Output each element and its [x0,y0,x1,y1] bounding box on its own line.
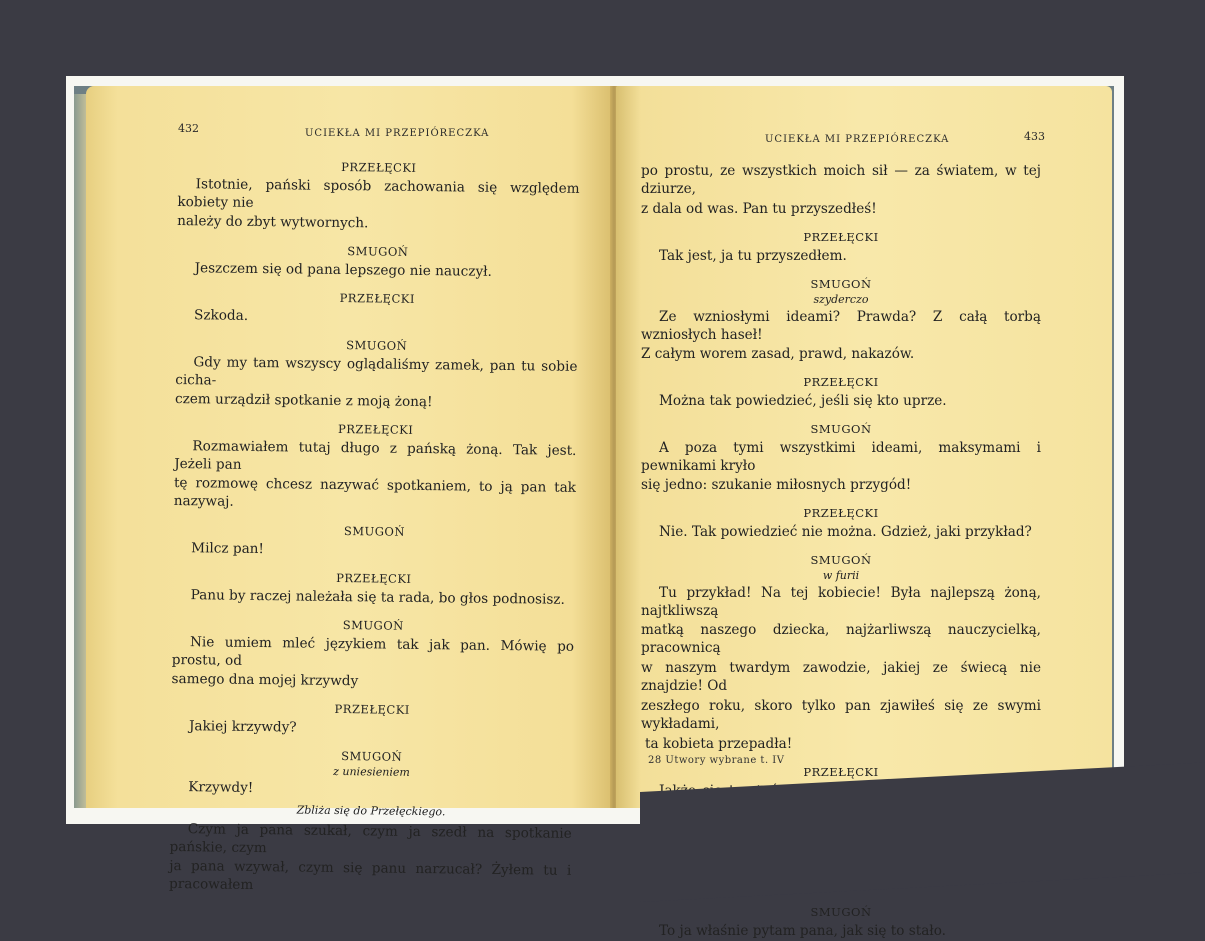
speaker-name: SMUGOŃ [810,553,872,567]
speaker-name: PRZEŁĘCKI [334,701,410,717]
dialogue-line: Jeszczem się od pana lepszego nie nauczył. [194,260,493,280]
dialogue-line: Można tak powiedzieć, jeśli się kto uprze. [659,393,947,409]
speaker-name: PRZEŁĘCKI [341,159,417,175]
dialogue-line: w naszym twardym zawodzie, jakiej ze świecą nie znajdzie! Od [641,660,1041,694]
dialogue-line: Czym ja pana szukał, czym ja szedł na spotkanie pańskie, czym [169,821,572,857]
stage-direction: szyderczo [813,293,869,306]
dialogue-line: Gdy my tam wszyscy oglądaliśmy zamek, pan tu sobie cicha- [175,354,578,389]
speaker-name: PRZEŁĘCKI [336,570,412,586]
speaker-name: SMUGOŃ [810,277,872,291]
dialogue-line: po prostu, ze wszystkich moich sił — za światem, w tej dziurze, [641,163,1041,197]
stage-direction: w furii [822,569,860,582]
right-running-head: UCIEKŁA MI PRZEPIÓRECZKA [765,134,950,145]
stage-direction: Zbliża się do Przełęckiego. [296,803,446,819]
page-footer-note: 28 Utwory wybrane t. IV [648,755,785,766]
speaker-name: SMUGOŃ [346,338,408,353]
speaker-name: PRZEŁĘCKI [803,375,879,389]
speaker-name: SMUGOŃ [341,749,403,764]
speaker-name: PRZEŁĘCKI [803,506,879,520]
left-page-number: 432 [178,122,199,135]
dialogue-line: należy do zbyt wytwornych. [177,212,369,232]
dialogue-line: Nie. Tak powiedzieć nie można. Gdzież, jaki przykład? [659,524,1032,540]
dialogue-line: Tak jest, ja tu przyszedłem. [659,248,847,264]
speaker-name: SMUGOŃ [342,618,404,633]
dialogue-line: Tu przykład! Na tej kobiecie! Była najlepszą żoną, najtkliwszą [641,585,1041,619]
stage-direction: z uniesieniem [333,764,410,779]
dialogue-line: ta kobieta przepadła! [645,736,793,752]
left-running-head: UCIEKŁA MI PRZEPIÓRECZKA [305,128,490,139]
dialogue-line: zeszłego roku, skoro tylko pan zjawiłeś się ze swymi wykładami, [641,698,1041,732]
dialogue-line: z dala od was. Pan tu przyszedłeś! [641,201,877,217]
speaker-name: SMUGOŃ [343,524,406,539]
dialogue-line: czem urządził spotkanie z moją żoną! [174,390,433,411]
speaker-name: PRZEŁĘCKI [803,230,879,244]
dialogue-line: Rozmawiałem tutaj długo z pańską żoną. Tak jest. Jeżeli pan [174,438,577,473]
dialogue-line: Krzywdy! [188,779,254,796]
dialogue-line: Ze wzniosłymi ideami? Prawda? Z całą torbą wzniosłych haseł! [641,309,1041,343]
dialogue-line: się jedno: szukanie miłosnych przygód! [641,477,912,493]
speaker-name: SMUGOŃ [810,422,872,436]
right-page-number: 433 [1024,130,1045,143]
speaker-name: PRZEŁĘCKI [339,290,416,306]
speaker-name: PRZEŁĘCKI [803,765,879,779]
dialogue-line: Milcz pan! [191,540,265,558]
dialogue-line: tę rozmowę chcesz nazywać spotkaniem, to ją pan tak nazywaj. [173,474,577,510]
dialogue-line: matką naszego dziecka, najżarliwszą nauczycielką, pracownicą [641,622,1041,656]
dialogue-line: Szkoda. [193,307,249,324]
dialogue-line: Jakiej krzywdy? [188,718,297,736]
speaker-name: PRZEŁĘCKI [337,421,414,437]
dialogue-line: Z całym worem zasad, prawd, nakazów. [641,346,915,362]
speaker-name: SMUGOŃ [810,905,872,919]
dialogue-line: Nie umiem mleć językiem tak jak pan. Mówię po prostu, od [171,634,575,669]
speaker-name: SMUGOŃ [347,244,409,259]
dialogue-line: Panu by raczej należała się ta rada, bo głos podnosisz. [190,587,565,608]
dialogue-line: A poza tymi wszystkimi ideami, maksymami i pewnikami kryło [641,440,1041,474]
dialogue-line: To ja właśnie pytam pana, jak się to stało. [659,923,946,939]
dialogue-line: samego dna mojej krzywdy [171,670,359,690]
left-page-text [169,156,580,900]
dialogue-line: Istotnie, pański sposób zachowania się względem kobiety nie [177,176,580,211]
dialogue-line: ja pana wzywał, czym się panu narzucał? Żyłem tu i pracowałem [169,857,572,893]
